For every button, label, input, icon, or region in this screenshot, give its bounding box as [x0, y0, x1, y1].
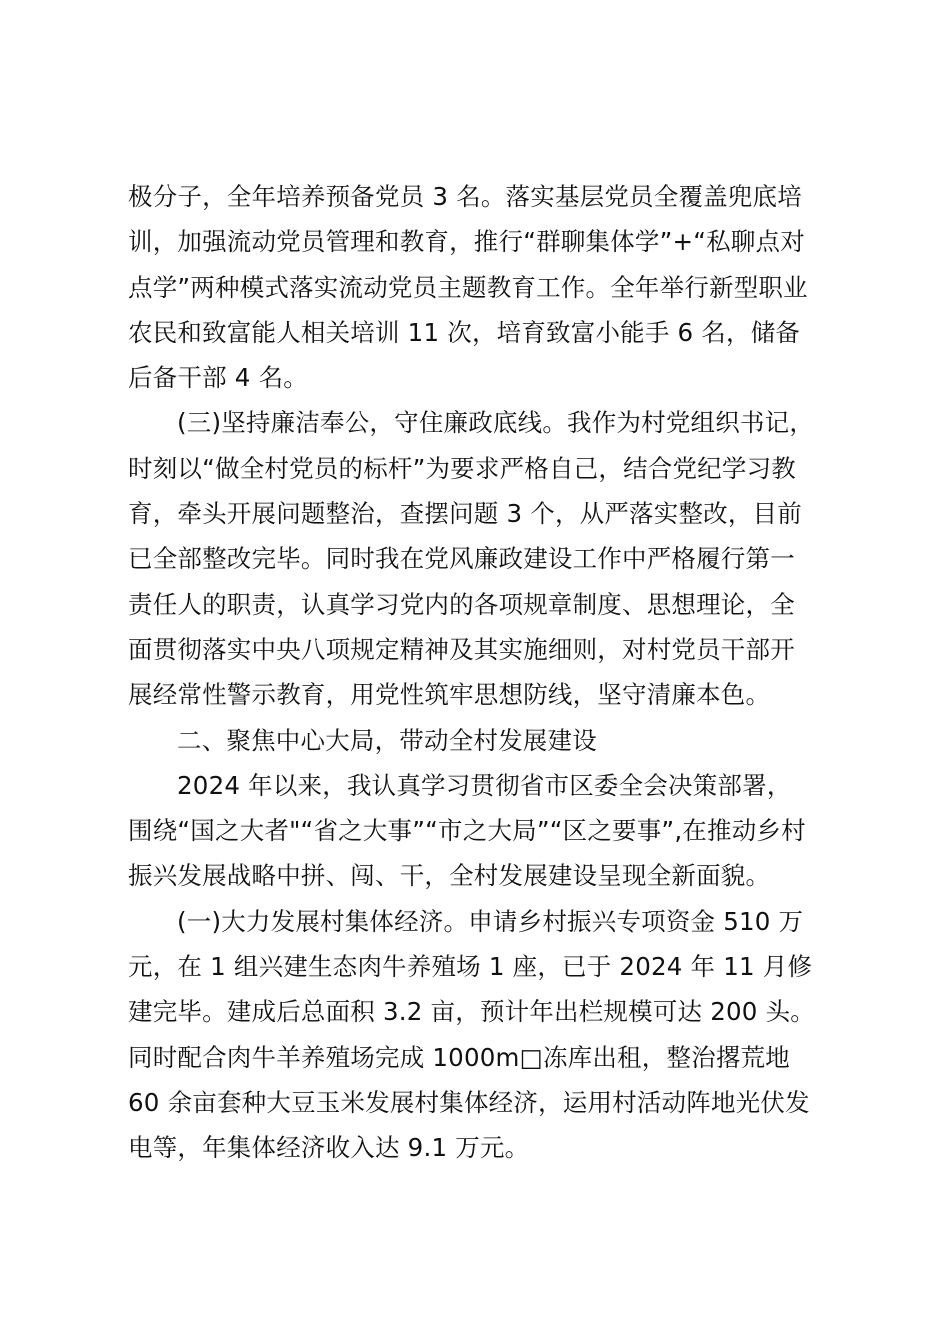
body-line: 极分子，全年培养预备党员 3 名。落实基层党员全覆盖兜底培	[128, 182, 802, 211]
body-line: 面贯彻落实中央八项规定精神及其实施细则，对村党员干部开	[128, 634, 795, 664]
body-line: 点学”两种模式落实流动党员主题教育工作。全年举行新型职业	[128, 272, 808, 302]
body-line: 责任人的职责，认真学习党内的各项规章制度、思想理论，全	[128, 589, 795, 619]
body-line: 元，在 1 组兴建生态肉牛养殖场 1 座，已于 2024 年 11 月修	[128, 952, 813, 982]
body-line: 电等，年集体经济收入达 9.1 万元。	[128, 1133, 530, 1163]
body-line: 时刻以“做全村党员的标杆”为要求严格自己，结合党纪学习教	[128, 453, 796, 483]
body-line: 后备干部 4 名。	[128, 363, 308, 393]
paragraph-first-line: 2024 年以来，我认真学习贯彻省市区委全会决策部署，	[177, 770, 792, 800]
body-line: 训，加强流动党员管理和教育，推行“群聊集体学”+“私聊点对	[128, 227, 805, 257]
section-3-heading-line: (三)坚持廉洁奉公，守住廉政底线。我作为村党组织书记，	[177, 408, 815, 438]
body-line: 同时配合肉牛羊养殖场完成 1000m□冻库出租，整治撂荒地	[128, 1042, 790, 1072]
body-line: 建完毕。建成后总面积 3.2 亩，预计年出栏规模可达 200 头。	[128, 997, 815, 1027]
body-line: 已全部整改完毕。同时我在党风廉政建设工作中严格履行第一	[128, 544, 795, 574]
section-2-title: 二、聚焦中心大局，带动全村发展建设	[177, 725, 597, 755]
body-line: 育，牵头开展问题整治，查摆问题 3 个，从严落实整改，目前	[128, 499, 802, 529]
document-body	[128, 174, 832, 1171]
body-line: 展经常性警示教育，用党性筑牢思想防线，坚守清廉本色。	[128, 680, 771, 710]
body-line: 振兴发展战略中拼、闯、干，全村发展建设呈现全新面貌。	[128, 861, 771, 891]
body-line: 围绕“国之大者"“省之大事”“市之大局”“区之要事”,在推动乡村	[128, 816, 806, 846]
body-line: 农民和致富能人相关培训 11 次，培育致富小能手 6 名，储备	[128, 317, 801, 347]
subsection-1-heading-line: (一)大力发展村集体经济。申请乡村振兴专项资金 510 万	[177, 906, 804, 936]
body-line: 60 余亩套种大豆玉米发展村集体经济，运用村活动阵地光伏发	[128, 1087, 810, 1117]
